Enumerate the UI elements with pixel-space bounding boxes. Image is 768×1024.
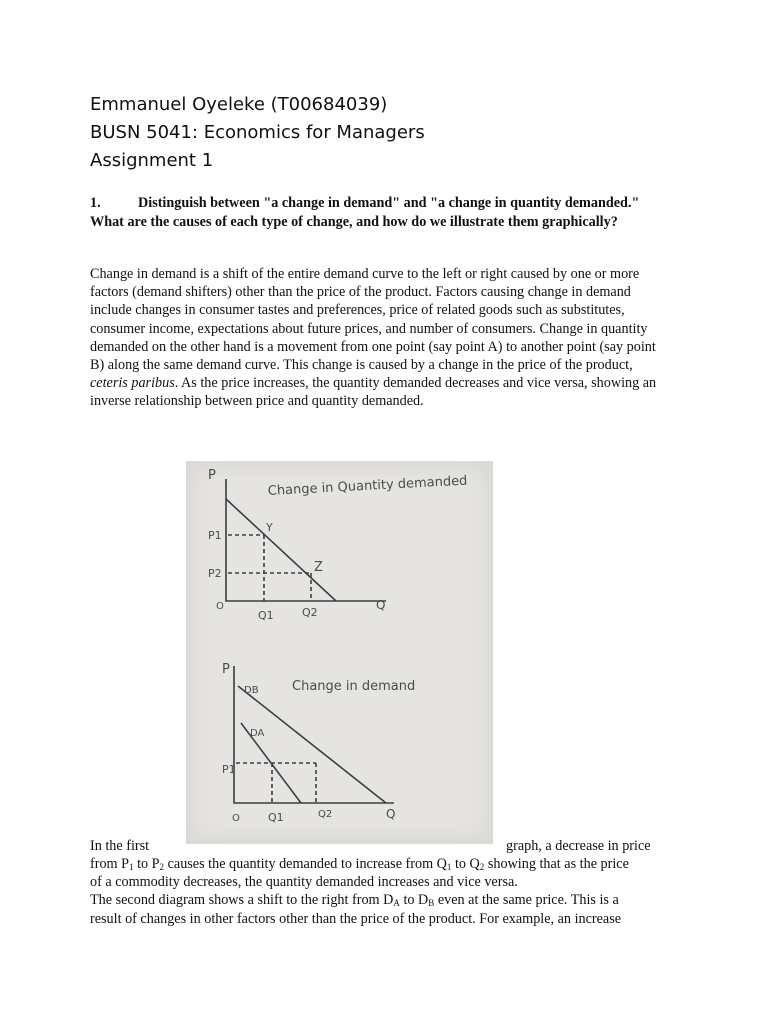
question-text: Distinguish between "a change in demand" and "a change in quantity demanded." What are the causes of each type of change, and how do we illustrate them graphically?	[90, 195, 640, 230]
diagram2-da-label: DA	[250, 728, 265, 739]
diagram1-q1-label: Q1	[258, 609, 274, 622]
diagram2-axis-p: P	[222, 662, 230, 677]
after-paragraph	[90, 855, 670, 928]
diagram1-point-y: Y	[266, 521, 273, 534]
question-1	[90, 194, 670, 231]
diagram2-p1-label: P1	[222, 763, 236, 776]
text-shift: The second diagram shows a shift to the right from D	[90, 892, 394, 909]
text-end: showing that as the price	[484, 856, 629, 872]
paragraph-part2: . As the price increases, the quantity demanded decreases and vice versa, showing an inverse relationship between price and quantity demanded.	[90, 375, 657, 410]
sub-1: 1	[129, 862, 134, 872]
diagram1-p1-label: P1	[208, 529, 222, 542]
diagram2-origin: O	[232, 813, 240, 824]
diagram1-axis-q: Q	[376, 598, 386, 612]
diagram1-point-z: Z	[314, 560, 323, 575]
sub-4: 2	[479, 862, 485, 872]
diagram2-q1-label: Q1	[268, 811, 284, 824]
paragraph-italic: ceteris paribus	[90, 375, 175, 392]
handwritten-diagrams-photo	[186, 461, 493, 844]
diagram1-title: Change in Quantity demanded	[267, 473, 468, 499]
diagram1-origin: O	[216, 601, 224, 612]
course-line: BUSN 5041: Economics for Managers	[90, 122, 425, 143]
diagram2-db-label: DB	[244, 685, 259, 696]
text-from-p: from P	[90, 856, 130, 872]
diagram1-demand-curve	[226, 499, 336, 601]
author-line: Emmanuel Oyeleke (T00684039)	[90, 94, 388, 115]
diagram2-title: Change in demand	[292, 679, 416, 694]
diagram1-q2-label: Q2	[302, 606, 318, 619]
diagram2-curve-db	[238, 686, 386, 803]
diagram1-axes	[226, 479, 386, 601]
sub-a: A	[393, 898, 400, 909]
text-to-q: to Q	[451, 856, 480, 872]
diagram2-axis-q: Q	[386, 807, 396, 821]
text-mid: causes the quantity demanded to increase from Q	[164, 856, 447, 872]
sub-2: 2	[159, 862, 165, 872]
after-line1-right: graph, a decrease in price	[506, 838, 651, 854]
diagram2-q2-label: Q2	[318, 809, 333, 820]
text-same-price: even at the same price. This is a	[434, 892, 619, 909]
text-to-d: to D	[399, 892, 429, 909]
paragraph-part1: Change in demand is a shift of the entire demand curve to the left or right caused by one or more factors (demand shifters) other than the price of the product. Factors causing change in demand include changes in consumer tastes and preferences, price of related goods such as substitutes, consumer income, expectations about future prices, and number of consumers. Change in quantity demanded on the other hand is a movement from one point (say point A) to another point (say point B) along the same demand curve. This change is caused by a change in the price of the product,	[90, 266, 656, 374]
diagrams-svg	[186, 461, 493, 844]
after-line3: of a commodity decreases, the quantity demanded increases and vice versa.	[90, 874, 518, 891]
answer-paragraph	[90, 265, 670, 411]
diagram1-axis-p: P	[208, 468, 216, 483]
sub-3: 1	[446, 862, 452, 872]
after-line1-left: In the first	[90, 838, 150, 854]
diagram1-p2-label: P2	[208, 567, 222, 580]
after-line2	[90, 855, 670, 873]
assignment-title: Assignment 1	[90, 150, 214, 171]
after-line5: result of changes in other factors other than the price of the product. For example, an increase	[90, 910, 622, 927]
question-number: 1.	[90, 195, 101, 211]
text-to-p: to P	[133, 856, 160, 872]
after-line4	[90, 891, 670, 909]
sub-b: B	[428, 898, 435, 909]
